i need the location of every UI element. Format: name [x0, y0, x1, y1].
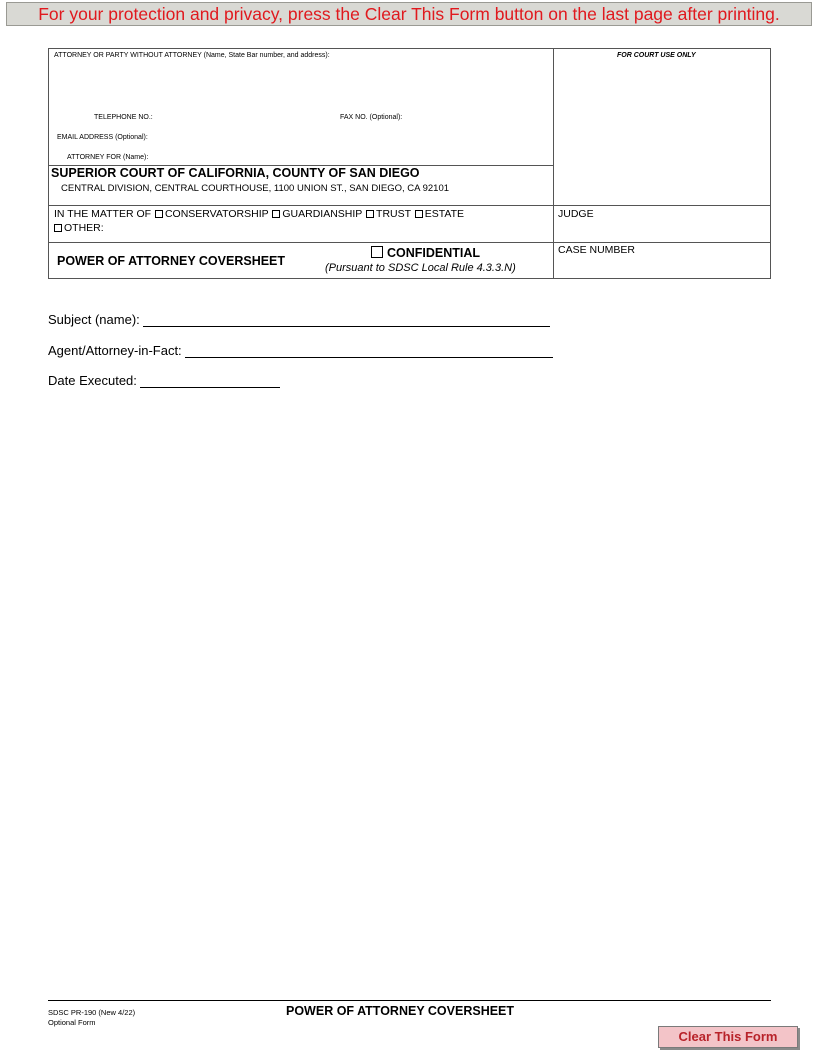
subject-input[interactable] [143, 314, 550, 327]
agent-input[interactable] [185, 345, 553, 358]
guardianship-label: GUARDIANSHIP [282, 208, 363, 220]
trust-label: TRUST [376, 208, 411, 220]
column-divider [553, 49, 554, 278]
date-input[interactable] [140, 375, 280, 388]
caption-box [48, 48, 771, 279]
telephone-label: TELEPHONE NO.: [94, 114, 153, 121]
in-matter-label: IN THE MATTER OF [54, 208, 152, 220]
privacy-banner: For your protection and privacy, press the Clear This Form button on the last page after printing. [6, 2, 812, 26]
agent-field [48, 343, 553, 358]
other-row [54, 222, 104, 234]
attorney-for-label: ATTORNEY FOR (Name): [67, 154, 149, 161]
confidential-row [371, 246, 480, 260]
subject-field [48, 312, 550, 327]
matter-row [54, 208, 464, 220]
estate-checkbox[interactable] [415, 210, 423, 218]
court-address: CENTRAL DIVISION, CENTRAL COURTHOUSE, 1100 UNION ST., SAN DIEGO, CA 92101 [61, 183, 450, 194]
form-number: SDSC PR-190 (New 4/22) [48, 1008, 136, 1017]
court-name: SUPERIOR COURT OF CALIFORNIA, COUNTY OF SAN DIEGO [51, 166, 420, 180]
estate-label: ESTATE [424, 208, 465, 220]
footer-rule [48, 1000, 771, 1001]
form-title: POWER OF ATTORNEY COVERSHEET [57, 254, 286, 268]
trust-checkbox[interactable] [366, 210, 374, 218]
confidential-label: CONFIDENTIAL [387, 246, 481, 260]
other-checkbox[interactable] [54, 224, 62, 232]
judge-label: JUDGE [558, 208, 594, 220]
date-field [48, 373, 280, 388]
date-label: Date Executed: [48, 373, 137, 388]
footer-title: POWER OF ATTORNEY COVERSHEET [286, 1004, 515, 1018]
agent-label: Agent/Attorney-in-Fact: [48, 343, 182, 358]
conservatorship-label: CONSERVATORSHIP [164, 208, 269, 220]
clear-form-button[interactable]: Clear This Form [658, 1026, 798, 1048]
fax-label: FAX NO. (Optional): [340, 114, 403, 121]
guardianship-checkbox[interactable] [272, 210, 280, 218]
title-divider [49, 242, 770, 243]
confidential-checkbox[interactable] [371, 246, 383, 258]
other-label: OTHER: [64, 222, 104, 234]
subject-label: Subject (name): [48, 312, 140, 327]
case-number-label: CASE NUMBER [558, 244, 636, 256]
court-use-label: FOR COURT USE ONLY [617, 52, 696, 59]
matter-divider [49, 205, 770, 206]
conservatorship-checkbox[interactable] [155, 210, 163, 218]
email-label: EMAIL ADDRESS (Optional): [57, 134, 148, 141]
confidential-note: (Pursuant to SDSC Local Rule 4.3.3.N) [325, 262, 516, 274]
optional-form-label: Optional Form [48, 1018, 96, 1027]
attorney-label: ATTORNEY OR PARTY WITHOUT ATTORNEY (Name, State Bar number, and address): [54, 52, 330, 59]
